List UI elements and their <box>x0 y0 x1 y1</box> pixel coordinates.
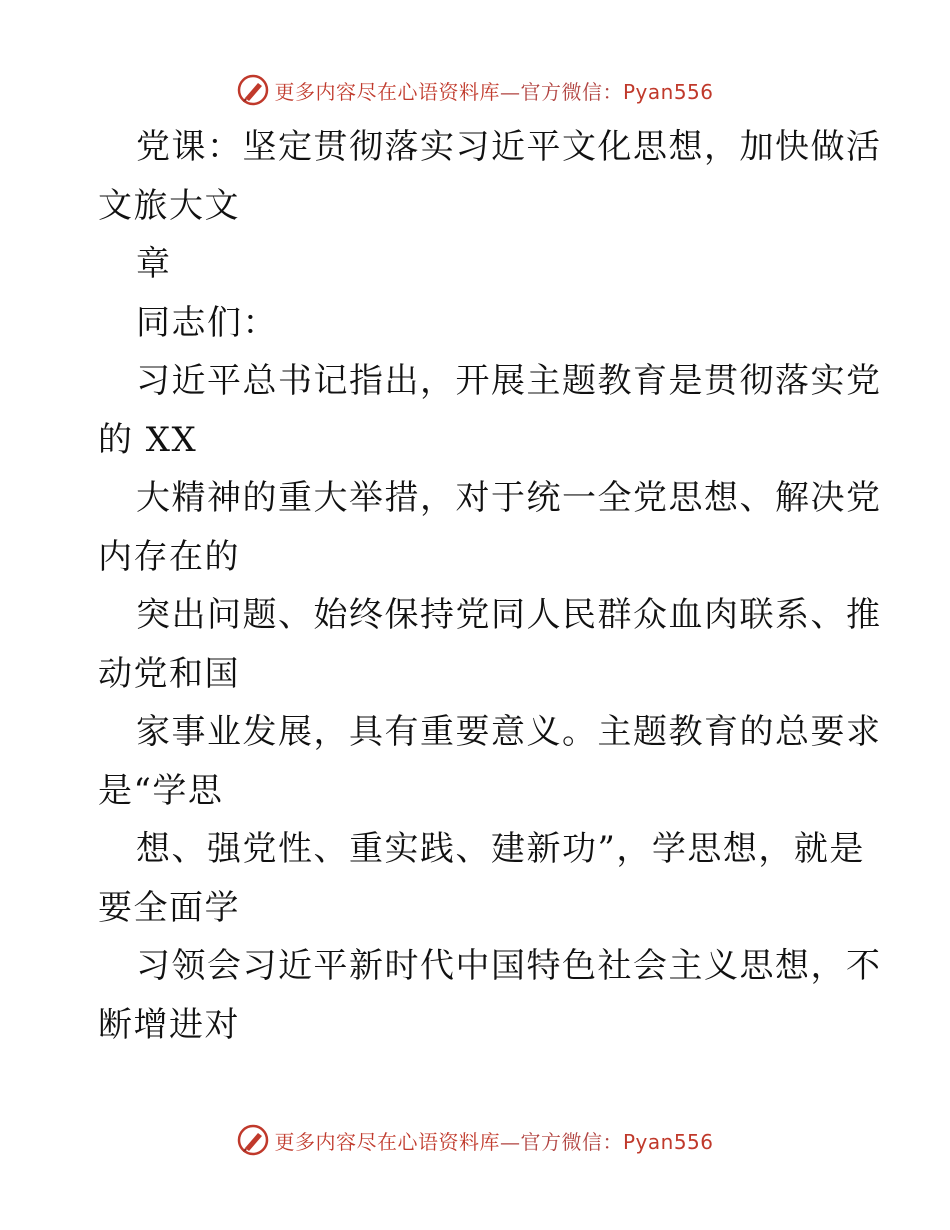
text-line: 文旅大文 <box>98 185 240 226</box>
text-line: 动党和国 <box>98 653 240 694</box>
text-line: 要全面学 <box>98 887 240 928</box>
text-line: 同志们： <box>136 302 278 343</box>
text-line: 突出问题、始终保持党同人民群众血肉联系、推 <box>136 595 882 635</box>
text-line: 章 <box>136 244 172 284</box>
watermark-separator: — <box>499 79 521 104</box>
footer-watermark <box>0 1120 950 1160</box>
text-line: 习近平总书记指出，开展主题教育是贯彻落实党 <box>136 361 882 401</box>
document-body <box>98 118 882 1054</box>
text-line: 断增进对 <box>98 1004 240 1045</box>
text-line: 党课：坚定贯彻落实习近平文化思想，加快做活 <box>136 127 882 167</box>
pen-circle-logo-icon <box>236 73 270 107</box>
text-line: 的 XX <box>98 419 198 460</box>
watermark-separator: — <box>499 1129 521 1154</box>
watermark-text <box>274 76 713 105</box>
text-line: 是“学思 <box>98 770 224 811</box>
watermark-label: 官方微信： <box>520 79 623 104</box>
text-line: 家事业发展，具有重要意义。主题教育的总要求 <box>136 712 882 752</box>
text-line: 内存在的 <box>98 536 240 577</box>
header-watermark <box>0 70 950 110</box>
text-line: 大精神的重大举措，对于统一全党思想、解决党 <box>136 478 882 518</box>
watermark-site-text: 更多内容尽在心语资料库 <box>274 79 500 104</box>
watermark-account: Pyan556 <box>622 1129 714 1154</box>
text-line: 习领会习近平新时代中国特色社会主义思想，不 <box>136 946 882 986</box>
text-line: 想、强党性、重实践、建新功”，学思想，就是 <box>136 829 865 869</box>
watermark-label: 官方微信： <box>520 1129 623 1154</box>
watermark-text <box>274 1126 713 1155</box>
watermark-site-text: 更多内容尽在心语资料库 <box>274 1129 500 1154</box>
watermark-account: Pyan556 <box>622 79 714 104</box>
pen-circle-logo-icon <box>236 1123 270 1157</box>
